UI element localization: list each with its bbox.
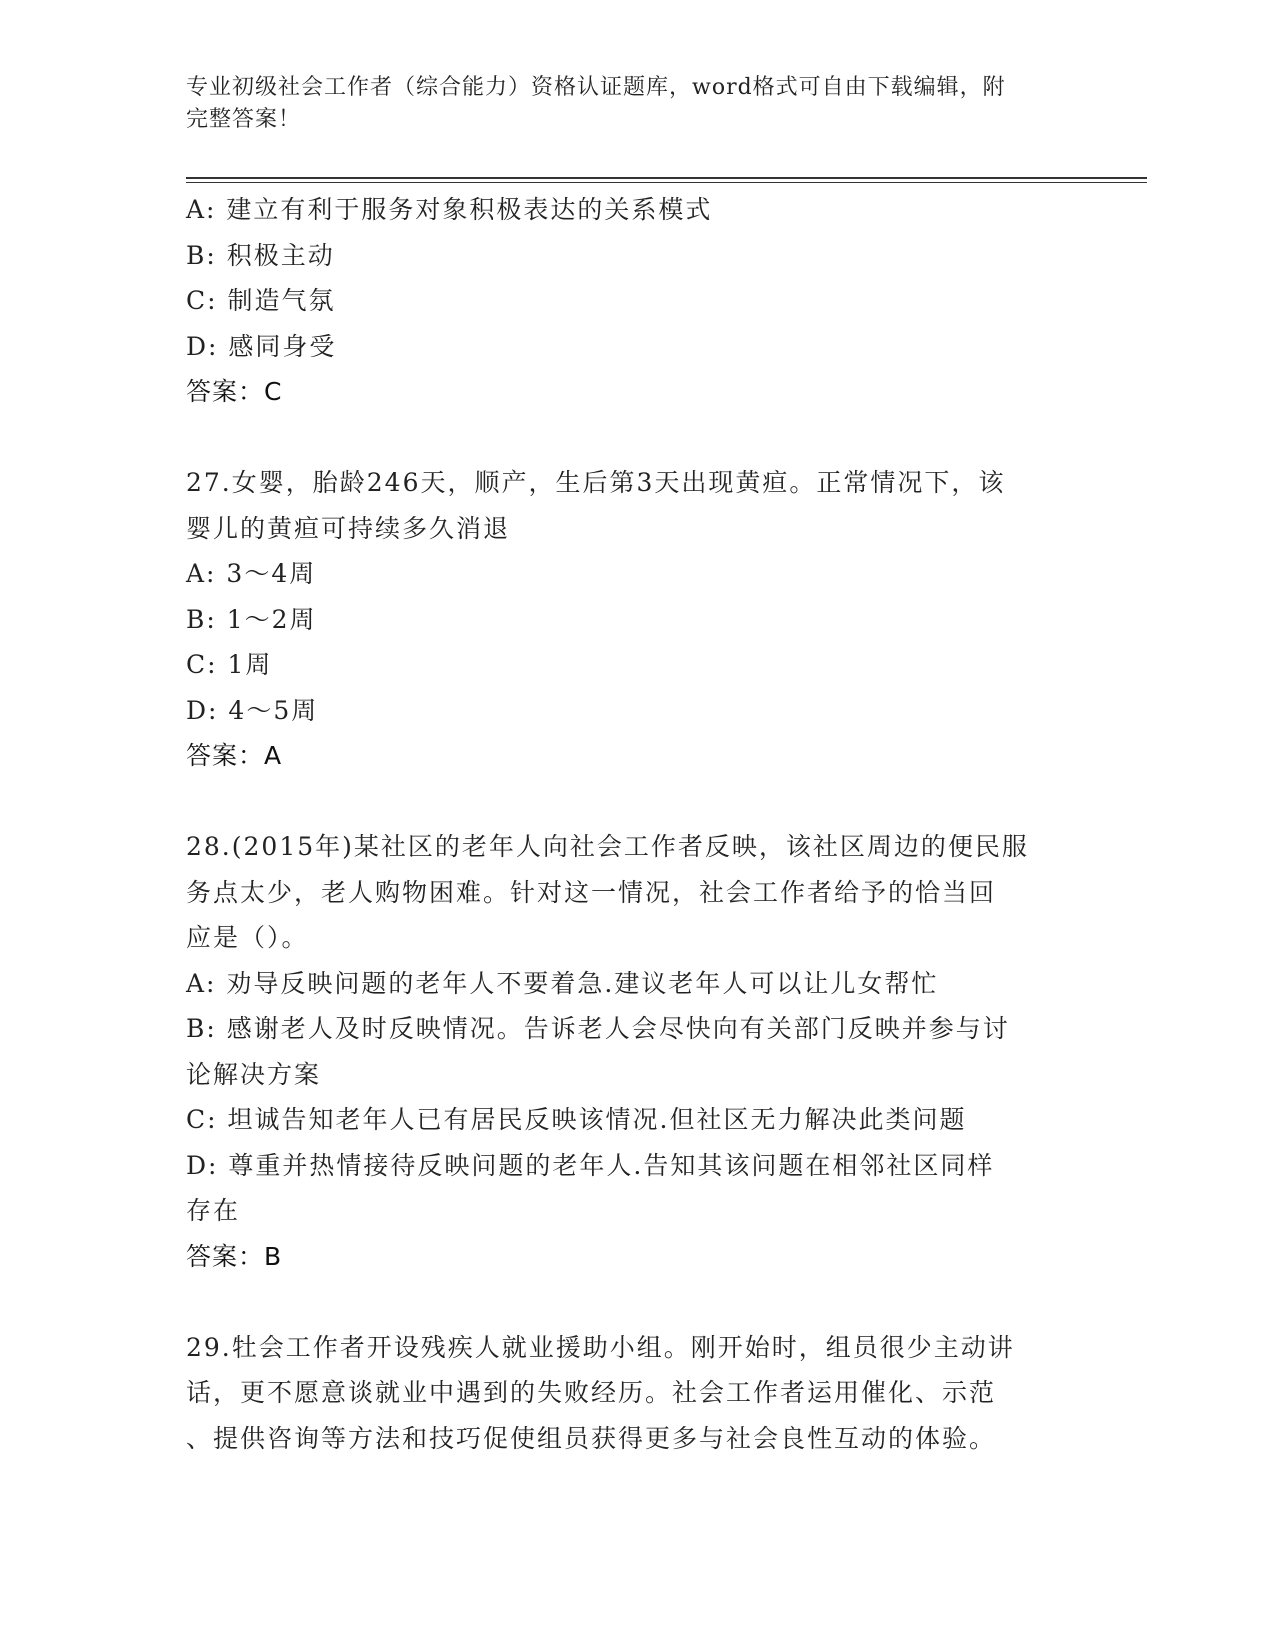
question-stem: 29.牡会工作者开设残疾人就业援助小组。刚开始时，组员很少主动讲 <box>186 1332 1015 1362</box>
header-line: 完整答案！ <box>186 107 302 132</box>
option-a: A: 建立有利于服务对象积极表达的关系模式 <box>186 195 713 224</box>
option-b: B: 1～2周 <box>186 604 317 634</box>
question-content <box>186 187 1086 1461</box>
option-d: D: 尊重并热情接待反映问题的老年人.告知其该问题在相邻社区同样 <box>186 1150 995 1180</box>
option-d: D: 感同身受 <box>186 331 337 361</box>
question-29 <box>186 1325 1086 1462</box>
option-b-continued: 论解决方案 <box>186 1059 322 1089</box>
question-26-tail <box>186 187 1086 415</box>
page-header <box>186 72 1066 136</box>
answer-label: 答案：A <box>186 741 283 770</box>
spacer <box>186 779 1086 825</box>
question-stem: 应是（）。 <box>186 923 309 952</box>
option-c: C: 坦诚告知老年人已有居民反映该情况.但社区无力解决此类问题 <box>186 1105 967 1134</box>
option-d: D: 4～5周 <box>186 695 319 725</box>
option-a: A: 劝导反映问题的老年人不要着急.建议老年人可以让儿女帮忙 <box>186 968 939 998</box>
answer-label: 答案：C <box>186 377 283 406</box>
question-stem: 28.(2015年)某社区的老年人向社会工作者反映，该社区周边的便民服 <box>186 832 1029 861</box>
question-stem: 务点太少，老人购物困难。针对这一情况，社会工作者给予的恰当回 <box>186 877 997 907</box>
header-divider <box>186 177 1147 179</box>
header-divider-thin <box>186 182 1147 183</box>
question-stem: 话，更不愿意谈就业中遇到的失败经历。社会工作者运用催化、示范 <box>186 1378 997 1407</box>
option-c: C: 1周 <box>186 650 273 679</box>
question-27 <box>186 460 1086 779</box>
option-b: B: 感谢老人及时反映情况。告诉老人会尽快向有关部门反映并参与讨 <box>186 1014 1010 1043</box>
option-a: A: 3～4周 <box>186 559 317 588</box>
question-stem: 27.女婴，胎龄246天，顺产，生后第3天出现黄疸。正常情况下，该 <box>186 468 1006 497</box>
option-d-continued: 存在 <box>186 1196 241 1225</box>
question-stem: 、提供咨询等方法和技巧促使组员获得更多与社会良性互动的体验。 <box>186 1423 997 1453</box>
spacer <box>186 1279 1086 1325</box>
question-stem: 婴儿的黄疸可持续多久消退 <box>186 513 511 543</box>
header-line: 专业初级社会工作者（综合能力）资格认证题库，word格式可自由下载编辑，附 <box>186 75 1006 100</box>
answer-label: 答案：B <box>186 1241 283 1271</box>
option-b: B: 积极主动 <box>186 240 335 270</box>
option-c: C: 制造气氛 <box>186 286 336 315</box>
spacer <box>186 415 1086 461</box>
question-28 <box>186 824 1086 1279</box>
